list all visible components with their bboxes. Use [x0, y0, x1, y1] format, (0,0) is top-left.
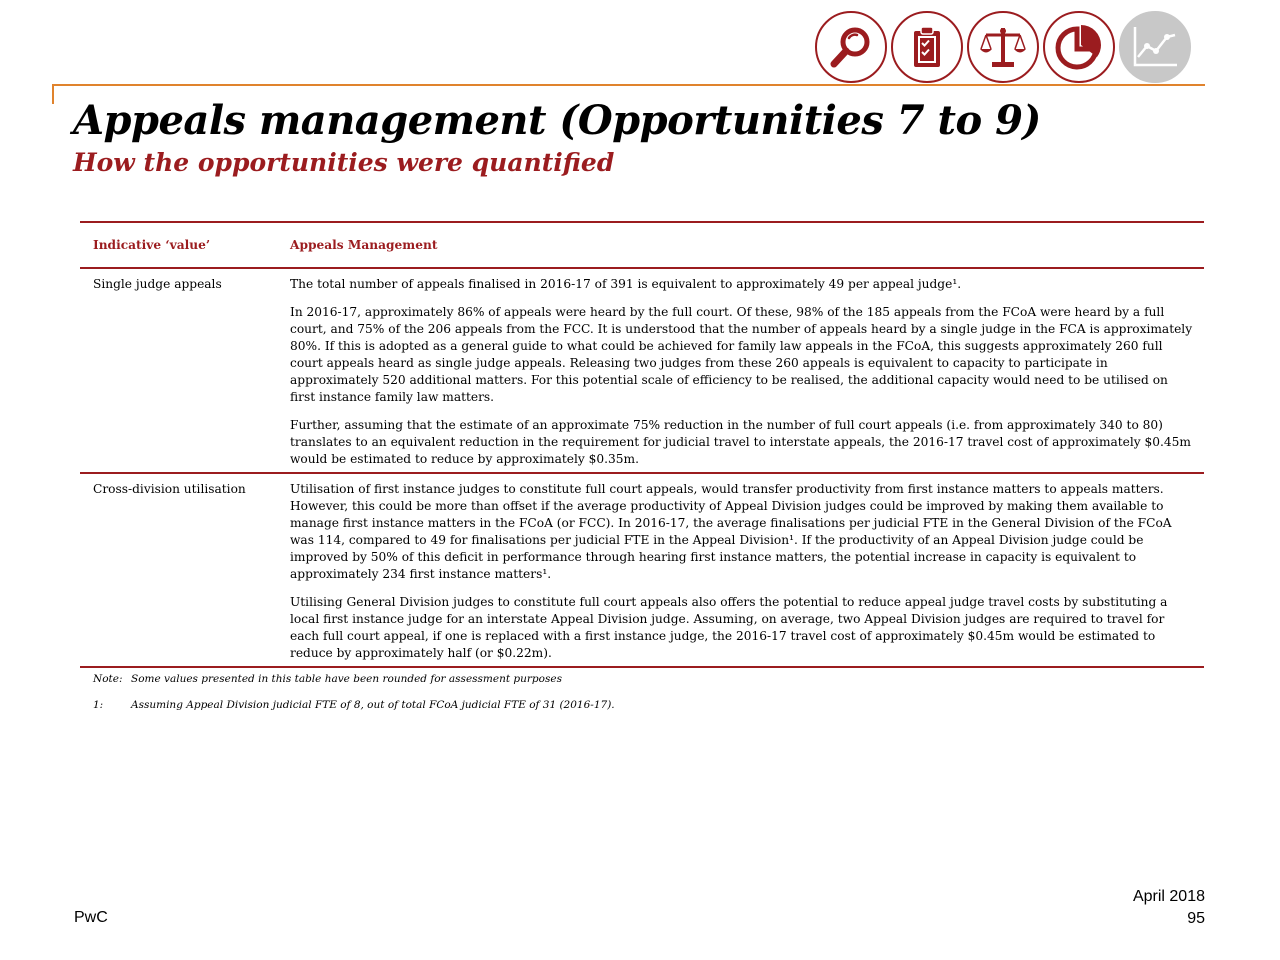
table-row	[80, 474, 1204, 668]
row-content	[290, 276, 1204, 468]
paragraph: Further, assuming that the estimate of an approximate 75% reduction in the number of full court appeals (i.e. from approximately 340 to 80) translates to an equivalent reduction in the requirement for judicial travel to interstate appeals, the 2016-17 travel cost of approximately $0.45m would be estimated to reduce by approximately $0.35m.	[290, 418, 1191, 466]
row-label-single-judge-appeals: Single judge appeals	[93, 277, 222, 291]
appeals-table	[80, 221, 1204, 668]
table-notes	[93, 673, 615, 725]
table-header-row	[80, 223, 1204, 269]
column-header-appeals-management: Appeals Management	[290, 237, 438, 252]
paragraph: Utilisation of first instance judges to constitute full court appeals, would transfer productivity from first instance matters to appeals matters. However, this could be more than offset if the average productivity of Appeal Division judges could be improved by making them available to manage first instance matters in the FCoA (or FCC). In 2016-17, the average finalisations per judicial FTE in the General Division of the FCoA was 114, compared to 49 for finalisations per judicial FTE in the Appeal Division¹. If the productivity of an Appeal Division judge could be improved by 50% of this deficit in performance through hearing first instance matters, the potential increase in capacity is equivalent to approximately 234 first instance matters¹.	[290, 482, 1172, 581]
note	[93, 673, 615, 686]
row-label-cross-division-utilisation: Cross-division utilisation	[93, 482, 246, 496]
header-rule	[52, 84, 1205, 86]
note-label: Note:	[93, 673, 123, 685]
clipboard-checklist-icon	[891, 11, 963, 83]
paragraph: In 2016-17, approximately 86% of appeals were heard by the full court. Of these, 98% of the 185 appeals from the FCoA were heard by a full court, and 75% of the 206 appeals from the FCC. It is understood that the number of appeals heard by a single judge in the FCA is approximately 80%. If this is adopted as a general guide to what could be achieved for family law appeals in the FCoA, this suggests approximately 260 full court appeals heard as single judge appeals. Releasing two judges from these 260 appeals is equivalent to capacity to participate in approximately 520 additional matters. For this potential scale of efficiency to be realised, the additional capacity would need to be utilised on first instance family law matters.	[290, 305, 1193, 404]
page-subtitle: How the opportunities were quantified	[73, 148, 615, 177]
paragraph: Utilising General Division judges to constitute full court appeals also offers the potential to reduce appeal judge travel costs by substituting a local first instance judge for an interstate Appeal Division judge. Assuming, on average, two Appeal Division judges are required to travel for each full court appeal, if one is replaced with a first instance judge, the 2016-17 travel cost of approximately $0.45m would be estimated to reduce by approximately half (or $0.22m).	[290, 595, 1168, 660]
note-text: Some values presented in this table have been rounded for assessment purposes	[131, 673, 562, 685]
page-title: Appeals management (Opportunities 7 to 9)	[73, 97, 1041, 144]
table-row	[80, 269, 1204, 474]
column-header-indicative-value: Indicative ‘value’	[93, 237, 211, 252]
footnote-label: 1:	[93, 699, 104, 711]
line-chart-icon	[1119, 11, 1191, 83]
footer-meta	[1133, 886, 1205, 930]
scales-icon	[967, 11, 1039, 83]
row-content	[290, 481, 1204, 662]
header-rule-tick	[52, 84, 54, 104]
pie-chart-icon	[1043, 11, 1115, 83]
search-icon	[815, 11, 887, 83]
footnote	[93, 699, 615, 712]
paragraph: The total number of appeals finalised in 2016-17 of 391 is equivalent to approximately 49 per appeal judge¹.	[290, 277, 962, 291]
footer-date: April 2018	[1132, 888, 1205, 905]
footnote-text: Assuming Appeal Division judicial FTE of 8, out of total FCoA judicial FTE of 31 (2016-17).	[131, 699, 615, 711]
header-icon-bar	[815, 11, 1191, 83]
footer-brand: PwC	[74, 909, 108, 926]
page-number: 95	[1187, 910, 1205, 927]
